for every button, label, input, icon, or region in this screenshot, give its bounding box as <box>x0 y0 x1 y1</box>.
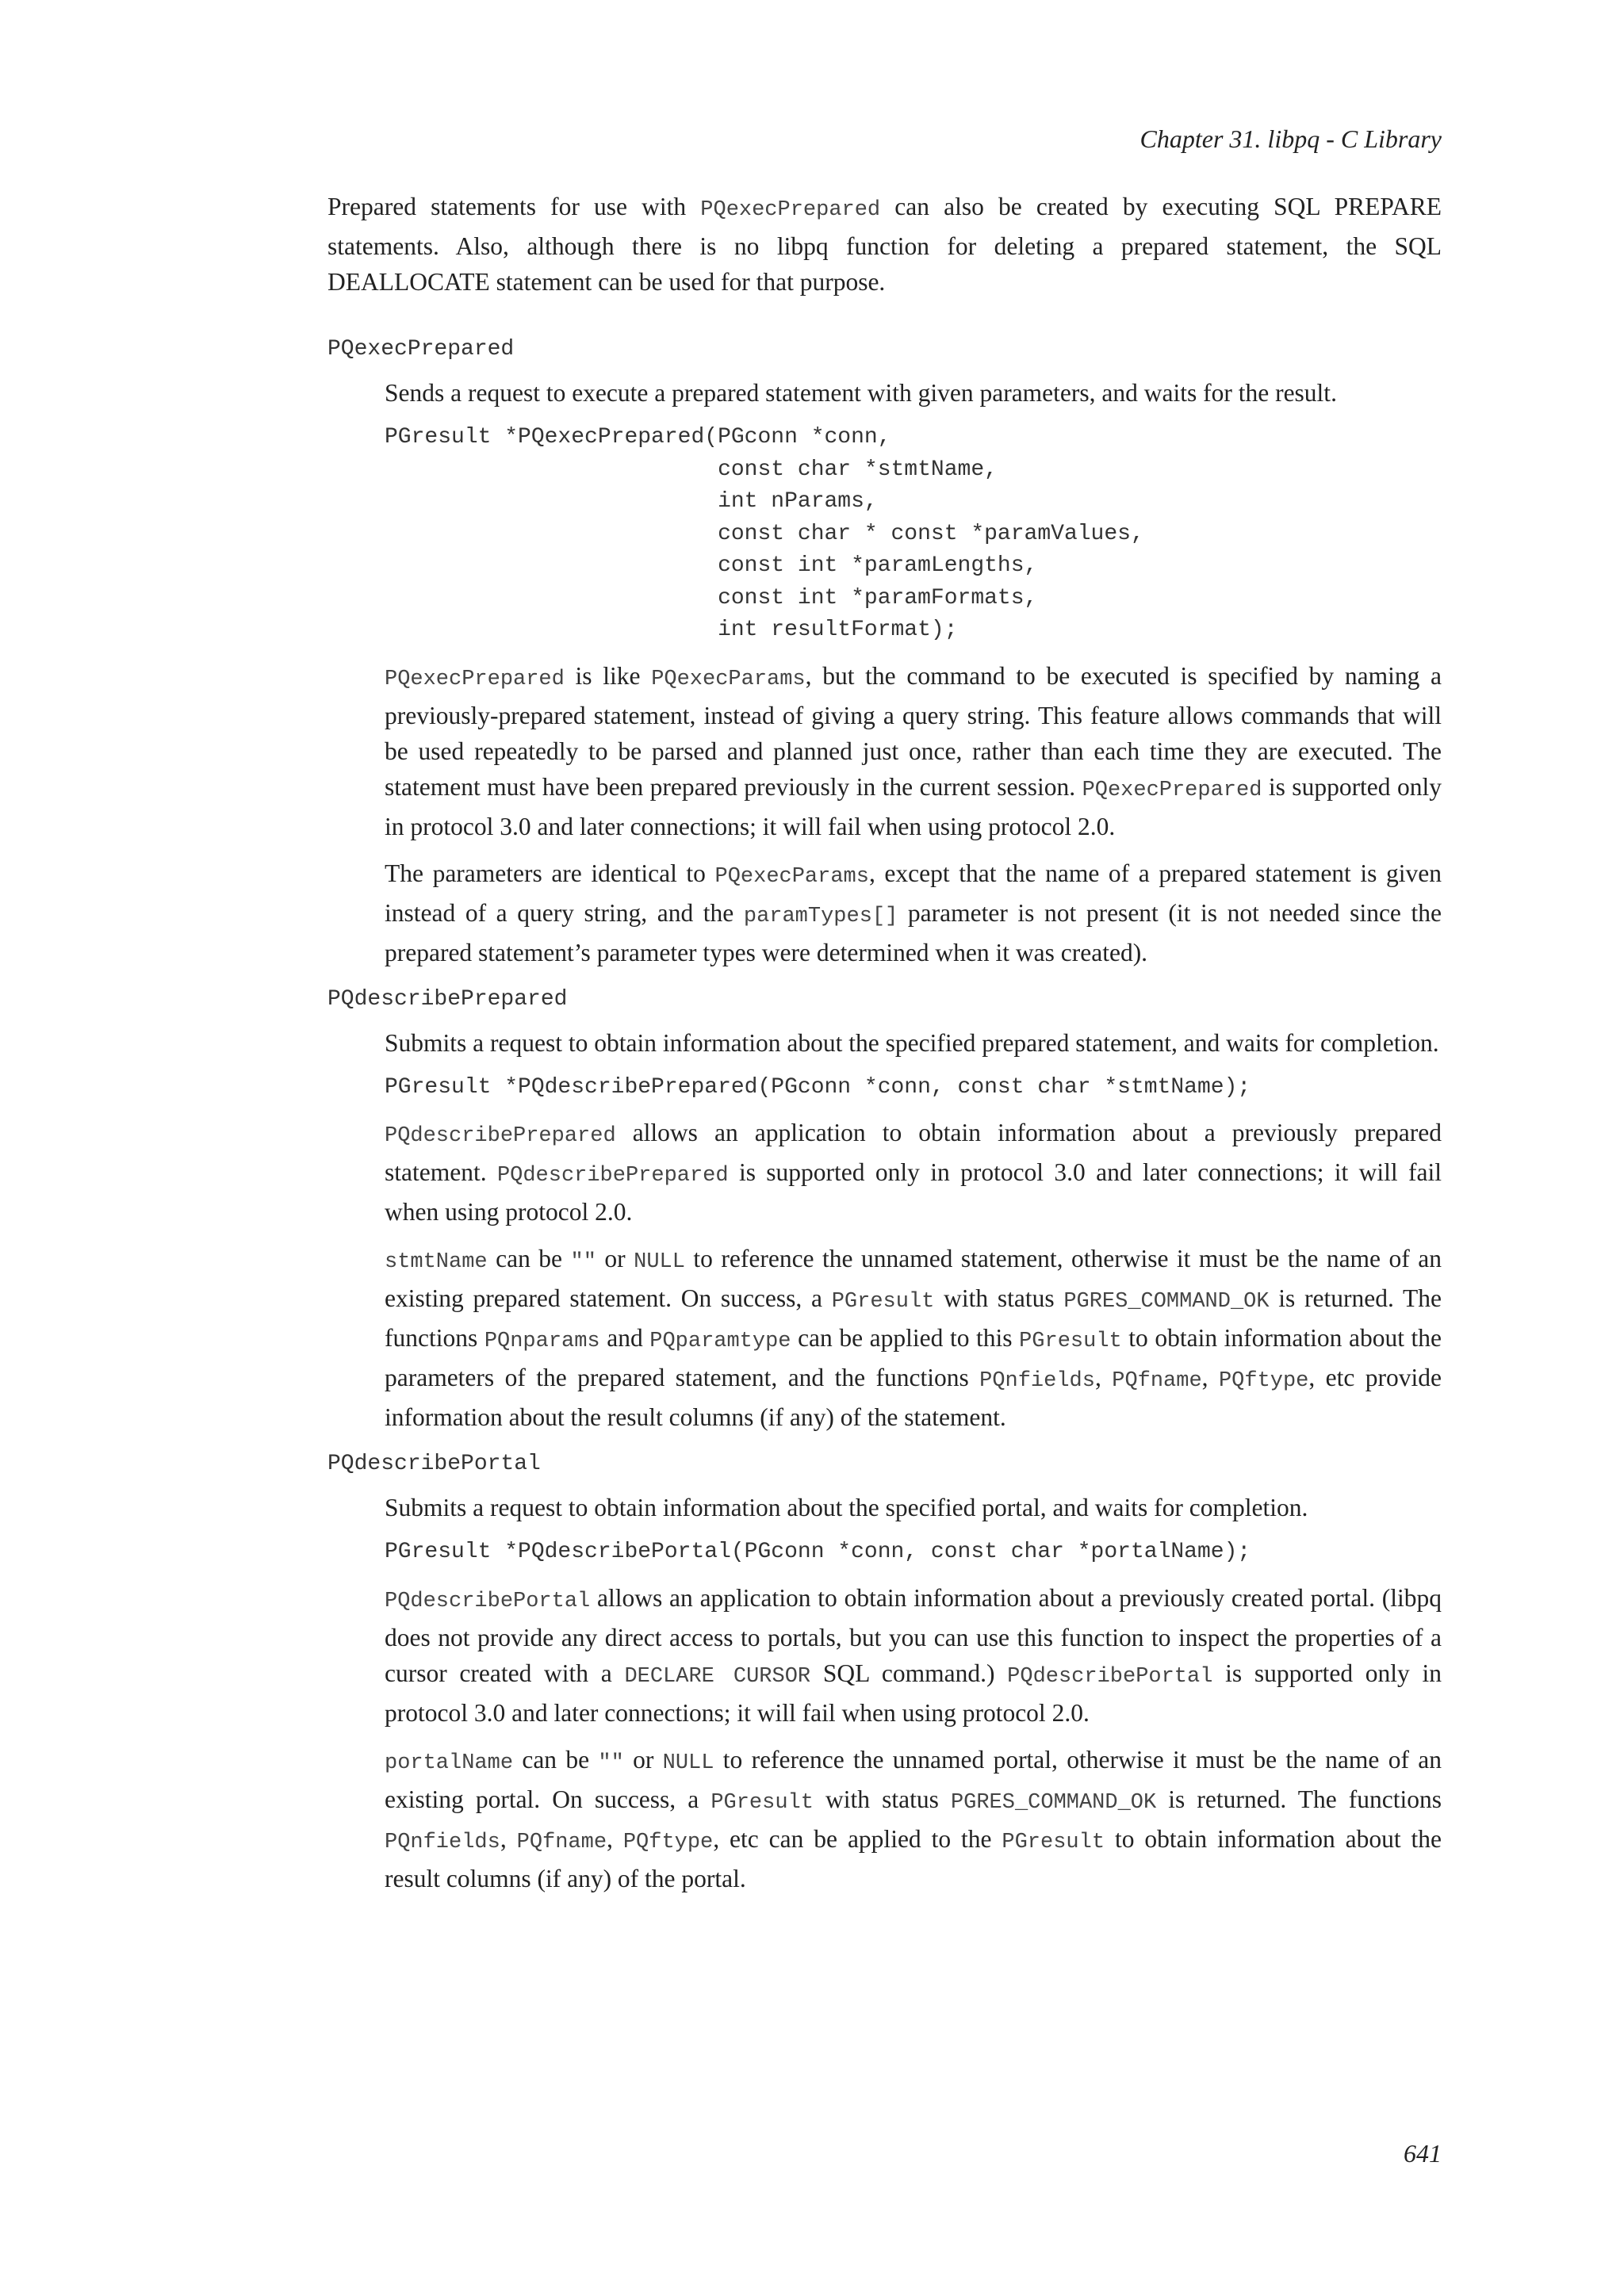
parameter-literal: paramTypes[] <box>743 904 898 928</box>
text-run: to obtain information about the result columns (if any) of the portal. <box>385 1824 1442 1892</box>
text-run: Prepared statements for use with <box>327 193 701 220</box>
value-literal: NULL <box>662 1751 714 1775</box>
page-number: 641 <box>1404 2139 1442 2168</box>
text-run: to reference the unnamed statement, otherwise it must be the name of an existing prepared statement. On success, a <box>385 1245 1442 1312</box>
text-run: , <box>500 1824 517 1853</box>
function-description <box>385 375 1442 970</box>
function-term: PQdescribePrepared <box>327 986 568 1012</box>
function-literal: PQexecParams <box>714 864 869 889</box>
parameter-literal: portalName <box>385 1751 514 1775</box>
body-paragraph <box>385 855 1442 970</box>
text-run: can be applied to this <box>791 1324 1020 1352</box>
page-content <box>327 189 1442 1908</box>
text-run: parameter is not present (it is not needed since the prepared statement’s parameter types were determined when it was created). <box>385 898 1442 966</box>
text-run: to reference the unnamed portal, otherwise it must be the name of an existing portal. On success, a <box>385 1745 1442 1813</box>
function-literal: PQexecPrepared <box>700 198 881 222</box>
text-run: The parameters are identical to <box>385 859 715 887</box>
text-run: , except that the name of a prepared statement is given instead of a query string, and the <box>385 859 1442 927</box>
function-entry-pqdescribeportal <box>327 1446 1442 1896</box>
value-literal: NULL <box>634 1250 685 1274</box>
function-literal: PQftype <box>622 1830 714 1854</box>
code-synopsis: PGresult *PQdescribePrepared(PGconn *conn, const char *stmtName); <box>385 1074 1251 1100</box>
code-synopsis: PGresult *PQexecPrepared(PGconn *conn, const char *stmtName, int nParams, const char * const *paramValues, const int *paramLengths, const int *paramFormats, int resultFormat); <box>385 425 1144 642</box>
function-literal: PQfname <box>516 1830 607 1854</box>
function-term: PQdescribePortal <box>327 1452 541 1476</box>
body-paragraph <box>385 1241 1442 1435</box>
body-paragraph <box>385 1115 1442 1230</box>
text-run: can also be created by executing SQL PREPARE statements. Also, although there is no libpq function for deleting a prepared statement, the SQL DEALLOCATE statement can be used for that purpose. <box>327 193 1442 296</box>
function-literal: PQparamtype <box>649 1330 791 1353</box>
function-literal: PQexecPrepared <box>1082 778 1262 802</box>
text-run: is returned. The functions <box>1156 1785 1442 1813</box>
type-literal: PGresult <box>1019 1330 1122 1353</box>
code-synopsis: PGresult *PQdescribePortal(PGconn *conn, const char *portalName); <box>385 1540 1251 1564</box>
text-run: , etc can be applied to the <box>713 1824 1002 1853</box>
text-run: , but the command to be executed is specified by naming a previously-prepared statement, instead of giving a query string. This feature allows commands that will be used repeatedly to be parsed and planned just once, rather than each time they are executed. The statement must have been prepared previously in the current session. <box>385 661 1442 801</box>
text-run: with status <box>934 1284 1064 1312</box>
parameter-literal: stmtName <box>385 1250 488 1274</box>
function-literal: PQexecParams <box>651 667 806 691</box>
type-literal: PGresult <box>710 1790 814 1815</box>
function-literal: PQdescribePortal <box>385 1589 591 1613</box>
text-run: and <box>599 1324 650 1352</box>
body-paragraph <box>385 1742 1442 1896</box>
summary-paragraph: Submits a request to obtain information about the specified prepared statement, and waits for completion. <box>385 1028 1439 1057</box>
text-run: or <box>596 1245 634 1272</box>
text-run: or <box>623 1745 663 1774</box>
status-literal: PGRES_COMMAND_OK <box>950 1790 1157 1815</box>
text-run: with status <box>813 1785 951 1813</box>
text-run: is supported only in protocol 3.0 and later connections; it will fail when using protocol 2.0. <box>385 772 1442 840</box>
intro-paragraph <box>327 189 1442 300</box>
text-run: , etc provide information about the result columns (if any) of the statement. <box>385 1364 1442 1431</box>
body-paragraph <box>385 1580 1442 1731</box>
function-literal: PQnparams <box>484 1330 600 1353</box>
function-entry-pqdescribeprepared <box>327 982 1442 1436</box>
text-run: to obtain information about the parameters of the prepared statement, and the functions <box>385 1324 1442 1391</box>
function-entry-pqexecprepared <box>327 331 1442 970</box>
text-run: can be <box>513 1745 599 1774</box>
summary-paragraph: Submits a request to obtain information about the specified portal, and waits for completion. <box>385 1494 1308 1521</box>
function-literal: PQnfields <box>385 1830 500 1854</box>
function-literal: PQdescribePrepared <box>385 1124 616 1148</box>
function-literal: PQfname <box>1112 1369 1202 1393</box>
sql-literal: DECLARE CURSOR <box>624 1664 811 1689</box>
text-run: allows an application to obtain information about a previously prepared statement. <box>385 1119 1442 1186</box>
type-literal: PGresult <box>831 1290 935 1314</box>
type-literal: PGresult <box>1002 1830 1105 1854</box>
function-description <box>385 1490 1442 1896</box>
text-run: , <box>1201 1364 1219 1391</box>
summary-paragraph: Sends a request to execute a prepared statement with given parameters, and waits for the result. <box>385 379 1337 407</box>
text-run: allows an application to obtain information about a previously created portal. (libpq does not provide any direct access to portals, but you can use this function to inspect the properties of a cursor created with a <box>385 1583 1442 1687</box>
text-run: is returned. The functions <box>385 1284 1442 1352</box>
function-description <box>385 1025 1442 1436</box>
status-literal: PGRES_COMMAND_OK <box>1063 1290 1270 1314</box>
text-run: , <box>1094 1364 1113 1391</box>
function-term: PQexecPrepared <box>327 337 515 362</box>
text-run: SQL command.) <box>810 1659 1008 1687</box>
function-literal: PQdescribePortal <box>1007 1664 1213 1689</box>
value-literal: "" <box>598 1751 624 1775</box>
function-literal: PQdescribePrepared <box>496 1164 729 1188</box>
text-run: is supported only in protocol 3.0 and later connections; it will fail when using protocol 2.0. <box>385 1158 1442 1226</box>
text-run: is supported only in protocol 3.0 and later connections; it will fail when using protocol 2.0. <box>385 1659 1442 1727</box>
function-literal: PQexecPrepared <box>385 667 565 691</box>
text-run: is like <box>564 661 652 690</box>
function-literal: PQnfields <box>979 1369 1095 1393</box>
function-literal: PQftype <box>1218 1369 1309 1393</box>
text-run: , <box>607 1824 623 1853</box>
running-header: Chapter 31. libpq - C Library <box>1139 124 1442 153</box>
value-literal: "" <box>570 1250 596 1274</box>
text-run: can be <box>487 1245 571 1272</box>
body-paragraph <box>385 658 1442 844</box>
